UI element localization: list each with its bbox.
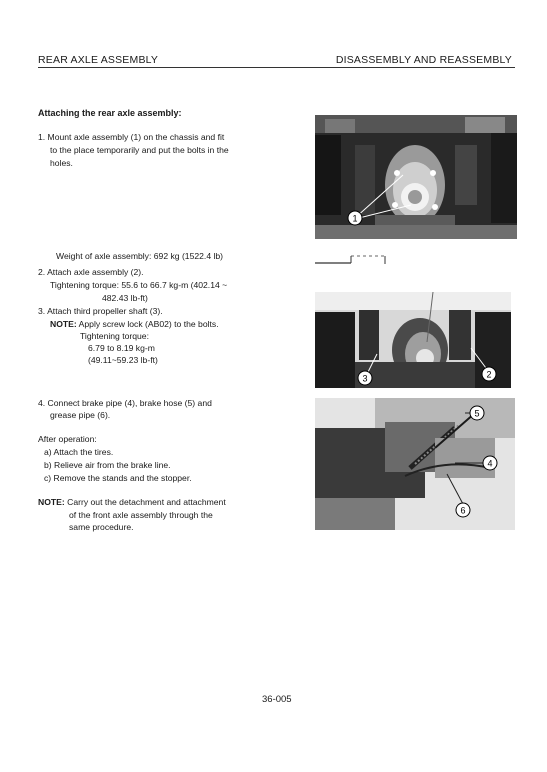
header-left-title: REAR AXLE ASSEMBLY <box>38 54 159 66</box>
note2-label: NOTE: <box>38 497 65 507</box>
note2-line1 <box>38 496 226 509</box>
callout-2: 2 <box>486 369 492 380</box>
header-right-title: DISASSEMBLY AND REASSEMBLY <box>335 54 512 66</box>
after-item-c: c) Remove the stands and the stopper. <box>44 473 192 483</box>
header-rule <box>38 67 515 68</box>
note2-text1: Carry out the detachment and attachment <box>67 497 226 507</box>
section-title: Attaching the rear axle assembly: <box>38 108 182 118</box>
photo-brake-pipes <box>315 398 515 530</box>
step1-line2: to the place temporarily and put the bolts in the <box>50 145 229 155</box>
page-number: 36-005 <box>262 694 292 705</box>
step1-line3: holes. <box>50 158 73 168</box>
photo-separator-marks <box>315 252 435 266</box>
step4-line1: 4. Connect brake pipe (4), brake hose (5) and <box>38 398 212 408</box>
step3-torque-label: Tightening torque: <box>80 331 149 341</box>
callout-4: 4 <box>487 458 493 469</box>
after-item-b: b) Relieve air from the brake line. <box>44 460 171 470</box>
note2-line3: same procedure. <box>69 522 134 532</box>
callout-1: 1 <box>352 213 358 224</box>
photo-axle-mount <box>315 115 517 239</box>
note2-line2: of the front axle assembly through the <box>69 510 213 520</box>
after-operation-title: After operation: <box>38 434 97 444</box>
step3-torque-value: 6.79 to 8.19 kg-m <box>88 343 155 353</box>
step3-note <box>50 318 219 331</box>
axle-weight: Weight of axle assembly: 692 kg (1522.4 lb) <box>56 251 224 261</box>
callout-6: 6 <box>460 505 466 516</box>
step3-note-label: NOTE: <box>50 319 77 329</box>
after-item-a: a) Attach the tires. <box>44 447 114 457</box>
step3-torque-imperial: (49.11~59.23 lb-ft) <box>88 355 158 365</box>
photo-axle-installed <box>315 292 511 388</box>
step2-line3: 482.43 lb-ft) <box>102 293 148 303</box>
step3-line1: 3. Attach third propeller shaft (3). <box>38 306 163 316</box>
step2-line2: Tightening torque: 55.6 to 66.7 kg-m (402.14 ~ <box>50 280 228 290</box>
step4-line2: grease pipe (6). <box>50 410 111 420</box>
callout-3: 3 <box>362 373 368 384</box>
step1-line1: 1. Mount axle assembly (1) on the chassis and fit <box>38 132 225 142</box>
step2-line1: 2. Attach axle assembly (2). <box>38 267 144 277</box>
callout-5: 5 <box>474 408 480 419</box>
step3-note-text: Apply screw lock (AB02) to the bolts. <box>78 319 219 329</box>
